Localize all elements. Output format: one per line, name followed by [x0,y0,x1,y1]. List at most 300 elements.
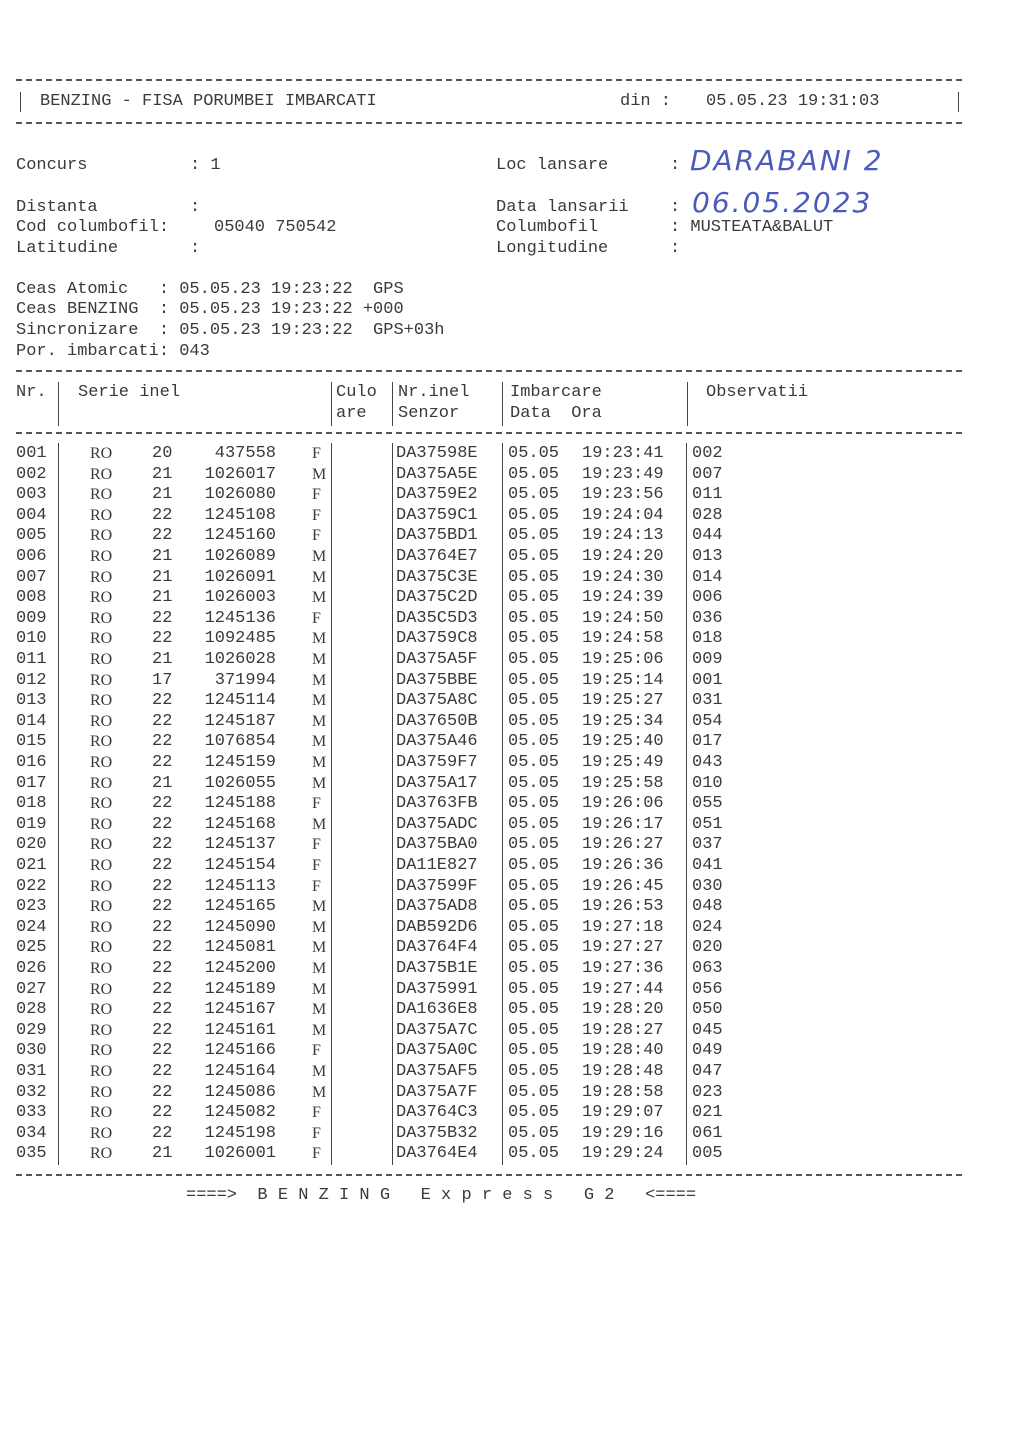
cell-date: 05.05 [508,567,560,587]
cell-obs: 031 [692,691,723,711]
cell-country: RO [90,1083,113,1101]
cell-country: RO [90,589,113,607]
latitudine-value: : [190,239,201,258]
cell-date: 05.05 [508,711,560,731]
cell-year: 17 [152,670,173,690]
cell-date: 05.05 [508,897,560,917]
cell-time: 19:27:27 [582,938,664,958]
cell-year: 22 [152,732,173,752]
cell-sex: M [312,774,327,792]
print-date: 05.05.23 19:31:03 [706,92,880,111]
table-row [0,877,1024,898]
cell-time: 19:23:41 [582,444,664,463]
cell-sensor: DA375A17 [396,773,478,793]
cell-date: 05.05 [508,485,560,505]
cell-ring: 1026003 [204,588,276,608]
concurs-label: Concurs [16,156,88,175]
cell-year: 22 [152,876,173,896]
table-row [0,485,1024,506]
cell-year: 22 [152,629,173,649]
cell-ring: 1245161 [204,1020,276,1040]
cell-sex: F [312,1145,321,1163]
cell-sex: M [312,568,327,586]
cell-date: 05.05 [508,979,560,999]
cell-obs: 054 [692,711,723,731]
cell-sex: F [312,1124,321,1142]
cell-sensor: DA375BBE [396,670,478,690]
cell-sensor: DA375A7F [396,1082,478,1102]
cell-ring: 1092485 [204,629,276,649]
cell-nr: 030 [16,1041,47,1061]
cell-sensor: DA3759E2 [396,485,478,505]
data-lansarii-label: Data lansarii [496,198,629,217]
cell-date: 05.05 [508,773,560,793]
cell-time: 19:24:04 [582,505,664,525]
cell-ring: 1245081 [204,938,276,958]
cell-date: 05.05 [508,691,560,711]
cell-date: 05.05 [508,526,560,546]
cell-sensor: DA37650B [396,711,478,731]
cell-country: RO [90,568,113,586]
cell-nr: 034 [16,1123,47,1143]
table-row [0,1083,1024,1104]
cell-sex: F [312,795,321,813]
cell-country: RO [90,918,113,936]
cell-sex: M [312,651,327,668]
cell-time: 19:25:14 [582,670,664,690]
data-lansarii-handwritten: 06.05.2023 [692,186,873,219]
cell-year: 22 [152,1082,173,1102]
cell-nr: 002 [16,464,47,484]
cell-nr: 019 [16,814,47,834]
cell-sensor: DA375A8C [396,691,478,711]
table-row [0,732,1024,753]
cell-ring: 1245090 [204,917,276,937]
cell-year: 22 [152,1041,173,1061]
cell-obs: 051 [692,814,723,834]
cell-nr: 006 [16,547,47,566]
cell-time: 19:26:17 [582,814,664,834]
cell-date: 05.05 [508,670,560,690]
cell-date: 05.05 [508,917,560,937]
cell-sex: M [312,898,327,916]
cell-sex: M [312,1021,327,1039]
cell-ring: 1245113 [204,876,276,896]
cell-ring: 1026001 [204,1144,276,1164]
cell-obs: 045 [692,1020,723,1040]
cell-nr: 020 [16,835,47,855]
columbofil-value: : MUSTEATA&BALUT [670,218,834,237]
cell-year: 22 [152,753,173,772]
cell-time: 19:25:34 [582,711,664,731]
columbofil-label: Columbofil [496,218,599,237]
cell-obs: 018 [692,629,723,649]
col-header-data-ora: Data Ora [510,404,602,423]
cell-year: 21 [152,464,173,484]
cell-ring: 371994 [214,670,276,690]
cell-nr: 031 [16,1062,47,1081]
cell-time: 19:26:45 [582,876,664,896]
cell-time: 19:26:53 [582,897,664,917]
cell-obs: 021 [692,1103,723,1123]
cell-year: 22 [152,897,173,917]
cell-sex: M [312,1083,327,1101]
cell-year: 22 [152,938,173,958]
cell-sex: M [312,671,327,689]
cell-nr: 032 [16,1082,47,1102]
cell-ring: 1245200 [204,959,276,978]
table-row [0,588,1024,609]
table-row [0,918,1024,939]
cell-nr: 017 [16,773,47,793]
cell-obs: 037 [692,835,723,855]
cell-sensor: DA375BA0 [396,835,478,855]
cell-ring: 1245168 [204,814,276,834]
cell-time: 19:23:56 [582,485,664,505]
cell-year: 22 [152,691,173,711]
cell-ring: 437558 [214,444,276,463]
cell-sensor: DA375C2D [396,588,478,608]
cell-country: RO [90,692,113,710]
cell-year: 22 [152,917,173,937]
cell-year: 21 [152,588,173,608]
divider [16,122,962,124]
cell-sensor: DA375A5E [396,464,478,484]
table-row [0,712,1024,733]
cell-nr: 025 [16,938,47,958]
cell-obs: 024 [692,917,723,937]
table-row [0,980,1024,1001]
cell-year: 22 [152,1062,173,1081]
cell-time: 19:26:27 [582,835,664,855]
cell-ring: 1026017 [204,464,276,484]
cell-date: 05.05 [508,1082,560,1102]
cell-date: 05.05 [508,629,560,649]
cell-time: 19:25:49 [582,753,664,772]
cell-country: RO [90,754,113,771]
cell-sensor: DA375B32 [396,1123,478,1143]
cell-country: RO [90,795,113,813]
cell-obs: 023 [692,1082,723,1102]
cell-country: RO [90,857,113,874]
cell-year: 21 [152,485,173,505]
table-row [0,753,1024,774]
cell-obs: 007 [692,464,723,484]
cell-nr: 028 [16,1000,47,1020]
cell-year: 22 [152,794,173,814]
cell-sensor: DA3759C8 [396,629,478,649]
table-row [0,650,1024,671]
cell-date: 05.05 [508,1000,560,1020]
cell-obs: 006 [692,588,723,608]
header-left-bar [20,92,21,112]
cell-time: 19:24:50 [582,608,664,628]
porumbei-imbarcati: Por. imbarcati: 043 [16,342,210,361]
cell-obs: 063 [692,959,723,978]
cell-country: RO [90,1021,113,1039]
cell-country: RO [90,960,113,977]
cell-time: 19:28:27 [582,1020,664,1040]
divider [16,370,962,372]
cell-obs: 055 [692,794,723,814]
cell-sex: M [312,630,327,648]
cell-nr: 021 [16,856,47,875]
cell-obs: 017 [692,732,723,752]
col-divider [331,382,332,426]
cell-year: 22 [152,1123,173,1143]
cell-sex: M [312,960,327,977]
ceas-benzing: Ceas BENZING : 05.05.23 19:23:22 +000 [16,300,404,319]
cell-sex: M [312,1063,327,1080]
cell-date: 05.05 [508,547,560,566]
cell-obs: 056 [692,979,723,999]
cell-sex: F [312,877,321,895]
cell-sex: M [312,733,327,751]
cell-country: RO [90,486,113,504]
cell-sensor: DA375B1E [396,959,478,978]
cod-value: 05040 750542 [214,218,337,237]
cell-sensor: DA35C5D3 [396,608,478,628]
cell-date: 05.05 [508,732,560,752]
cell-nr: 004 [16,505,47,525]
cell-sensor: DA3764E7 [396,547,478,566]
cell-time: 19:29:07 [582,1103,664,1123]
cell-time: 19:29:16 [582,1123,664,1143]
col-divider [58,382,59,426]
table-row [0,691,1024,712]
cell-ring: 1245108 [204,505,276,525]
cell-country: RO [90,1145,113,1163]
cell-date: 05.05 [508,650,560,669]
cell-ring: 1026055 [204,773,276,793]
cell-date: 05.05 [508,938,560,958]
cell-obs: 005 [692,1144,723,1164]
cell-ring: 1245136 [204,608,276,628]
table-row [0,506,1024,527]
cell-year: 21 [152,547,173,566]
cell-sex: F [312,836,321,854]
header-right-bar [958,92,959,112]
cell-country: RO [90,671,113,689]
cell-ring: 1245187 [204,711,276,731]
data-lansarii-colon: : [670,198,681,217]
cell-sex: F [312,506,321,524]
cell-sex: F [312,857,321,874]
cell-sex: M [312,589,327,607]
cell-sensor: DA375BD1 [396,526,478,546]
table-row [0,897,1024,918]
cell-nr: 033 [16,1103,47,1123]
table-row [0,609,1024,630]
cell-sensor: DA375A46 [396,732,478,752]
cell-year: 21 [152,773,173,793]
cell-nr: 022 [16,876,47,896]
cell-country: RO [90,877,113,895]
cell-sensor: DA3763FB [396,794,478,814]
cell-sex: F [312,1104,321,1122]
cell-time: 19:24:30 [582,567,664,587]
cell-country: RO [90,774,113,792]
cell-country: RO [90,712,113,730]
cell-date: 05.05 [508,753,560,772]
cell-date: 05.05 [508,588,560,608]
cell-time: 19:27:36 [582,959,664,978]
col-header-culoare-2: are [336,404,367,423]
page-title: BENZING - FISA PORUMBEI IMBARCATI [40,92,377,111]
cell-ring: 1245198 [204,1123,276,1143]
cell-nr: 024 [16,917,47,937]
cell-nr: 013 [16,691,47,711]
cell-sex: F [312,609,321,627]
cell-date: 05.05 [508,1062,560,1081]
cell-ring: 1245188 [204,794,276,814]
cell-obs: 061 [692,1123,723,1143]
col-header-senzor: Senzor [398,404,460,423]
cell-obs: 013 [692,547,723,566]
cell-sex: M [312,918,327,936]
cell-date: 05.05 [508,1103,560,1123]
table-row [0,815,1024,836]
cell-year: 22 [152,1000,173,1020]
cell-ring: 1026089 [204,547,276,566]
distanta-value: : [190,198,201,217]
loc-colon: : [670,156,681,175]
cell-sensor: DA3759C1 [396,505,478,525]
cell-ring: 1026028 [204,650,276,669]
date-label: din : [620,92,672,111]
cell-time: 19:27:18 [582,917,664,937]
cell-time: 19:23:49 [582,464,664,484]
latitudine-label: Latitudine [16,239,119,258]
cell-sensor: DA37598E [396,444,478,463]
cell-country: RO [90,980,113,998]
sincronizare: Sincronizare : 05.05.23 19:23:22 GPS+03h [16,321,445,340]
cell-country: RO [90,939,113,957]
cell-country: RO [90,815,113,833]
cell-nr: 003 [16,485,47,505]
cell-nr: 035 [16,1144,47,1164]
table-row [0,568,1024,589]
cell-country: RO [90,898,113,916]
cell-sex: M [312,548,327,565]
cell-sensor: DA375A0C [396,1041,478,1061]
cell-ring: 1245137 [204,835,276,855]
cell-year: 22 [152,711,173,731]
col-header-serie: Serie inel [78,383,181,402]
table-row [0,444,1024,465]
cell-obs: 010 [692,773,723,793]
cell-country: RO [90,1124,113,1142]
cell-sensor: DA375C3E [396,567,478,587]
cell-sex: F [312,1042,321,1060]
cell-time: 19:24:13 [582,526,664,546]
cell-nr: 008 [16,588,47,608]
cell-sensor: DA375A7C [396,1020,478,1040]
cod-label: Cod columbofil: [16,218,170,237]
cell-ring: 1026091 [204,567,276,587]
cell-time: 19:25:58 [582,773,664,793]
table-row [0,671,1024,692]
cell-obs: 049 [692,1041,723,1061]
table-row [0,794,1024,815]
cell-sensor: DA375991 [396,979,478,999]
cell-sex: M [312,939,327,957]
cell-nr: 027 [16,979,47,999]
cell-obs: 030 [692,876,723,896]
cell-time: 19:25:40 [582,732,664,752]
cell-year: 21 [152,1144,173,1164]
cell-obs: 047 [692,1062,723,1081]
cell-time: 19:25:27 [582,691,664,711]
cell-year: 21 [152,567,173,587]
cell-ring: 1245082 [204,1103,276,1123]
longitudine-label: Longitudine [496,239,609,258]
cell-sensor: DA375AF5 [396,1062,478,1081]
cell-sensor: DA1636E8 [396,1000,478,1020]
cell-nr: 029 [16,1020,47,1040]
cell-sensor: DA37599F [396,876,478,896]
cell-obs: 048 [692,897,723,917]
cell-year: 22 [152,979,173,999]
cell-ring: 1245160 [204,526,276,546]
col-divider [392,382,393,426]
divider [16,79,962,81]
cell-obs: 002 [692,444,723,463]
cell-time: 19:26:06 [582,794,664,814]
cell-sex: M [312,815,327,833]
cell-time: 19:28:20 [582,1000,664,1020]
cell-obs: 044 [692,526,723,546]
cell-ring: 1245189 [204,979,276,999]
cell-date: 05.05 [508,856,560,875]
table-row [0,835,1024,856]
cell-ring: 1245159 [204,753,276,772]
cell-country: RO [90,836,113,854]
cell-nr: 001 [16,444,47,463]
cell-nr: 007 [16,567,47,587]
cell-sensor: DA3759F7 [396,753,478,772]
cell-sensor: DA3764C3 [396,1103,478,1123]
divider [16,432,962,434]
table-row [0,1000,1024,1021]
cell-time: 19:28:40 [582,1041,664,1061]
cell-obs: 041 [692,856,723,875]
cell-date: 05.05 [508,876,560,896]
cell-sensor: DA3764E4 [396,1144,478,1164]
cell-country: RO [90,506,113,524]
cell-date: 05.05 [508,444,560,463]
cell-time: 19:25:06 [582,650,664,669]
cell-ring: 1076854 [204,732,276,752]
col-header-nr: Nr. [16,383,47,402]
footer-banner: ====> B E N Z I N G E x p r e s s G 2 <==== [186,1186,697,1205]
cell-sensor: DAB592D6 [396,917,478,937]
cell-country: RO [90,1001,113,1019]
cell-time: 19:27:44 [582,979,664,999]
cell-sex: M [312,692,327,710]
cell-sex: M [312,712,327,730]
cell-date: 05.05 [508,1020,560,1040]
cell-sensor: DA375A5F [396,650,478,669]
cell-country: RO [90,548,113,565]
cell-country: RO [90,1104,113,1122]
cell-nr: 018 [16,794,47,814]
longitudine-value: : [670,239,681,258]
cell-sensor: DA375ADC [396,814,478,834]
divider [16,1174,962,1176]
cell-obs: 050 [692,1000,723,1020]
cell-date: 05.05 [508,959,560,978]
